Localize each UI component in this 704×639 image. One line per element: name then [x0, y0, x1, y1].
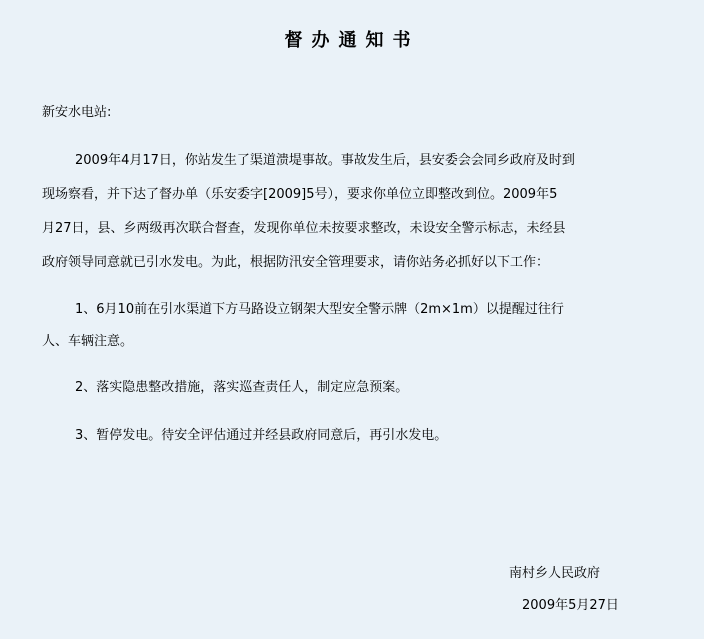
paragraph-line: 现场察看，并下达了督办单（乐安委字[2009]5号），要求你单位立即整改到位。2009年5	[42, 187, 558, 202]
signature-date: 2009年5月27日	[522, 598, 619, 613]
item-3: 3、暂停发电。待安全评估通过并经县政府同意后，再引水发电。	[75, 428, 448, 443]
signature-organization: 南村乡人民政府	[509, 566, 601, 581]
item-2: 2、落实隐患整改措施，落实巡查责任人，制定应急预案。	[75, 380, 409, 395]
paragraph-line: 2009年4月17日，你站发生了渠道溃堤事故。事故发生后，县安委会会同乡政府及时到	[75, 153, 575, 168]
paragraph-line: 月27日，县、乡两级再次联合督查，发现你单位未按要求整改，未设安全警示标志，未经县	[42, 221, 566, 236]
salutation: 新安水电站:	[42, 105, 112, 120]
item-1-line: 人、车辆注意。	[42, 334, 134, 349]
item-1-line: 1、6月10前在引水渠道下方马路设立钢架大型安全警示牌（2m×1m）以提醒过往行	[75, 302, 564, 317]
paragraph-line: 政府领导同意就已引水发电。为此，根据防汛安全管理要求，请你站务必抓好以下工作：	[42, 255, 550, 270]
document-title: 督办通知书	[284, 30, 420, 51]
